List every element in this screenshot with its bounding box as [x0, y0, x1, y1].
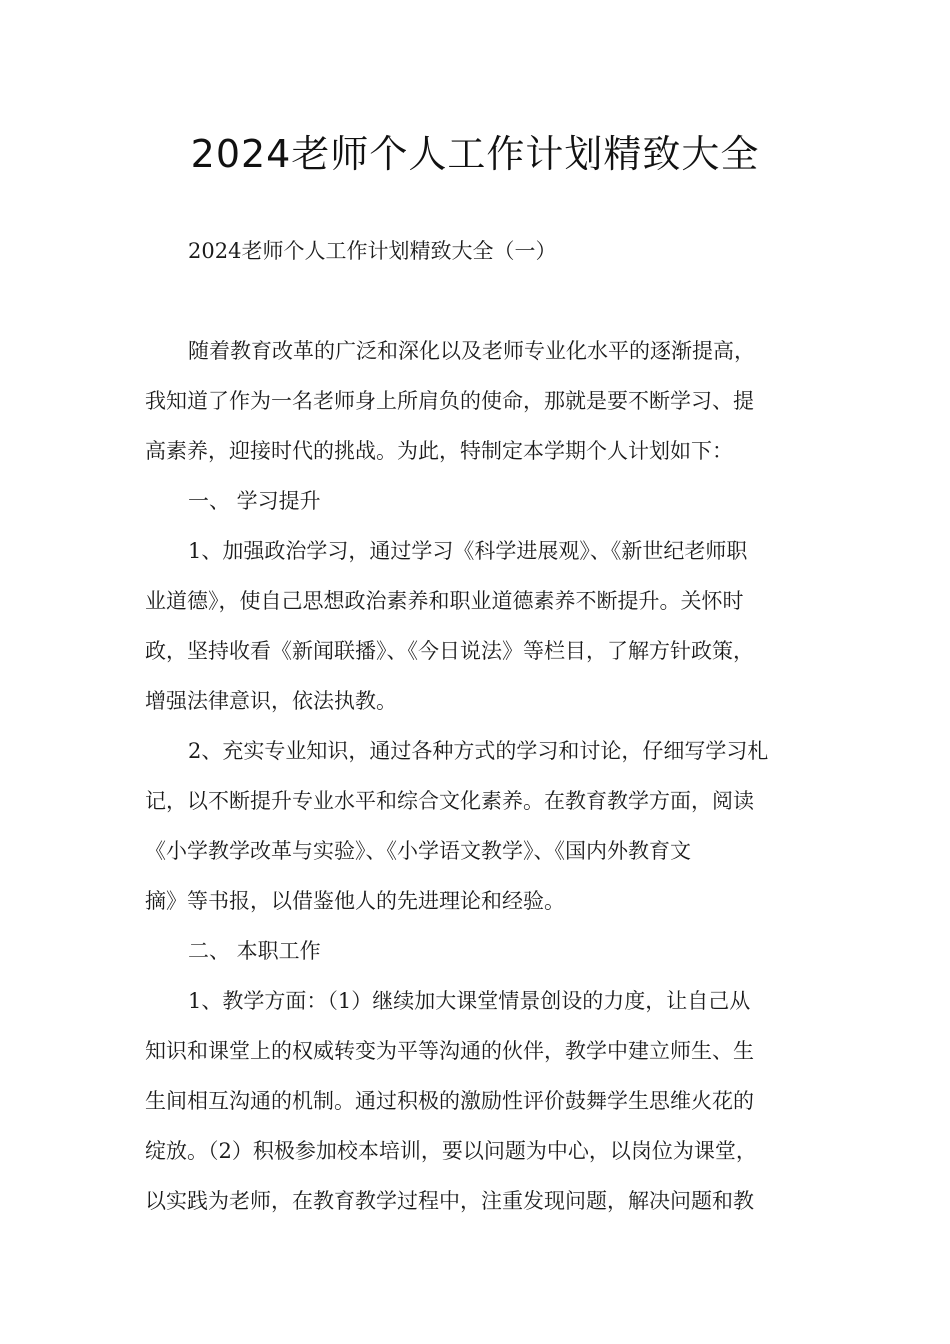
body-line: 随着教育改革的广泛和深化以及老师专业化水平的逐渐提高， [188, 339, 755, 363]
body-line: 知识和课堂上的权威转变为平等沟通的伙伴，教学中建立师生、生 [145, 1039, 754, 1063]
body-line: 1、加强政治学习，通过学习《科学进展观》、《新世纪老师职 [188, 539, 748, 563]
body-line: 《小学教学改革与实验》、《小学语文教学》、《国内外教育文 [145, 839, 691, 863]
body-line: 摘》等书报，以借鉴他人的先进理论和经验。 [145, 889, 565, 913]
body-line: 以实践为老师，在教育教学过程中，注重发现问题，解决问题和教 [145, 1189, 754, 1213]
body-line: 2、充实专业知识，通过各种方式的学习和讨论，仔细写学习札 [188, 739, 769, 763]
body-line: 记，以不断提升专业水平和综合文化素养。在教育教学方面，阅读 [145, 789, 754, 813]
document-title: 2024老师个人工作计划精致大全 [190, 132, 760, 176]
body-line: 高素养，迎接时代的挑战。为此，特制定本学期个人计划如下： [145, 439, 733, 463]
section-heading: 二、 本职工作 [188, 939, 321, 963]
body-line: 业道德》，使自己思想政治素养和职业道德素养不断提升。关怀时 [145, 589, 744, 613]
body-line: 政，坚持收看《新闻联播》、《今日说法》等栏目，了解方针政策， [145, 639, 754, 663]
body-line: 增强法律意识，依法执教。 [145, 689, 397, 713]
body-line: 我知道了作为一名老师身上所肩负的使命，那就是要不断学习、提 [145, 389, 754, 413]
body-line: 绽放。（2）积极参加校本培训，要以问题为中心，以岗位为课堂， [145, 1139, 757, 1163]
document-subtitle: 2024老师个人工作计划精致大全（一） [188, 239, 557, 263]
body-line: 1、教学方面：（1）继续加大课堂情景创设的力度，让自己从 [188, 989, 751, 1013]
section-heading: 一、 学习提升 [188, 489, 321, 513]
body-line: 生间相互沟通的机制。通过积极的激励性评价鼓舞学生思维火花的 [145, 1089, 754, 1113]
